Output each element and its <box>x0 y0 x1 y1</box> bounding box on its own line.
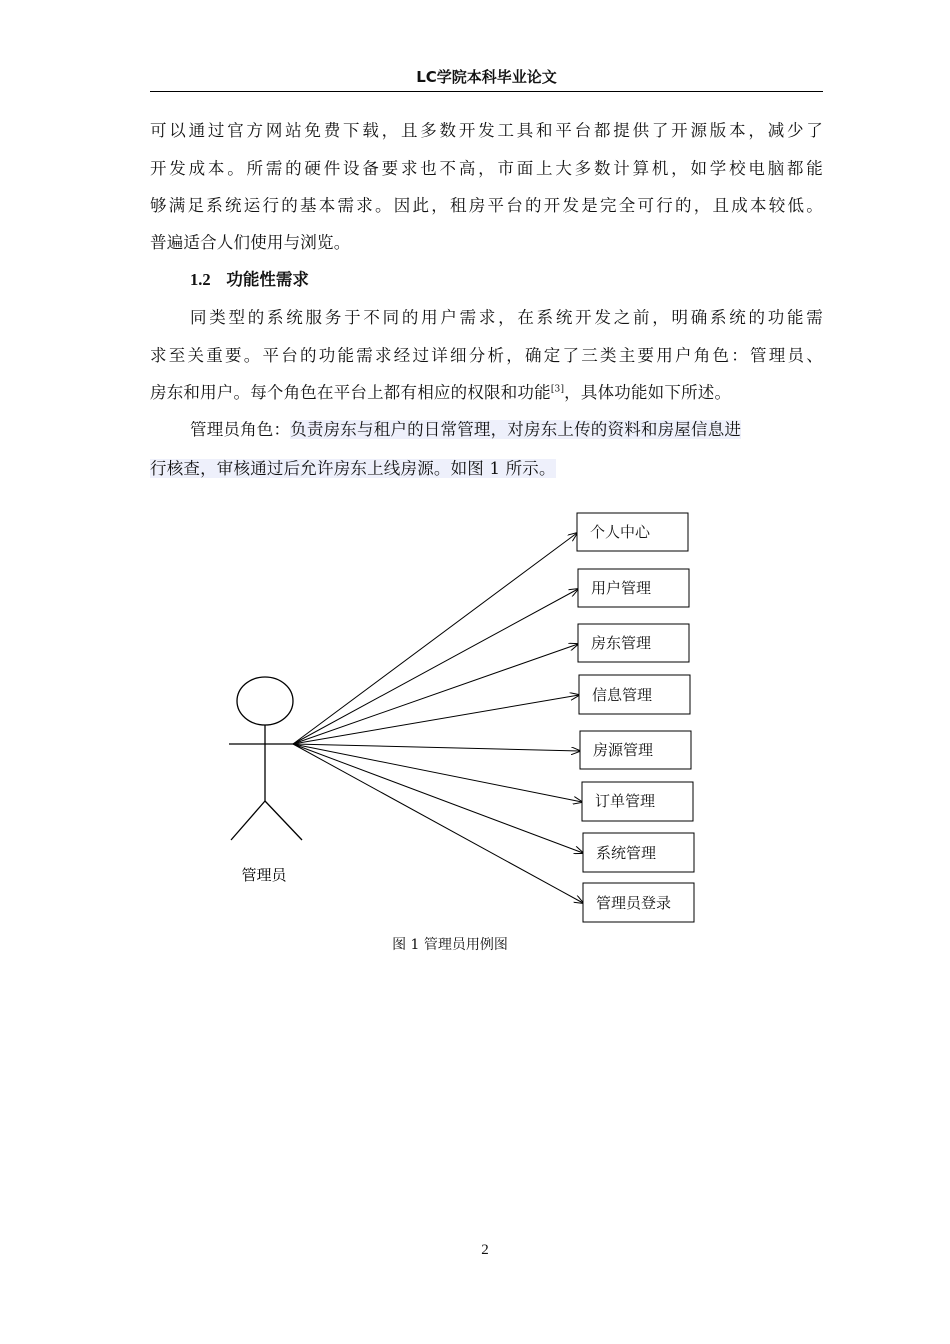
association-arrow-4 <box>293 695 579 744</box>
section-number: 1.2 <box>190 270 211 289</box>
paragraph-2-line-2: 求至关重要。平台的功能需求经过详细分析，确定了三类主要用户角色：管理员、 <box>150 346 823 365</box>
paragraph-1-line-3: 够满足系统运行的基本需求。因此，租房平台的开发是完全可行的，且成本较低。 <box>150 196 823 215</box>
association-arrow-5 <box>293 744 580 751</box>
use-case-label-6: 订单管理 <box>595 792 656 810</box>
section-title: 功能性需求 <box>226 270 309 289</box>
paragraph-1-line-1: 可以通过官方网站免费下载，且多数开发工具和平台都提供了开源版本，减少了 <box>150 121 823 140</box>
association-arrow-7 <box>293 744 583 853</box>
actor-label: 管理员 <box>241 866 287 884</box>
page-number: 2 <box>481 1242 489 1258</box>
use-case-label-5: 房源管理 <box>593 741 654 759</box>
use-case-label-1: 个人中心 <box>590 523 651 541</box>
association-arrow-3 <box>293 644 578 744</box>
figure-caption: 图 1 管理员用例图 <box>392 937 508 953</box>
actor-right-leg <box>265 801 302 840</box>
role-description-cont: 行核查，审核通过后允许房东上线房源。如图 1 所示。 <box>150 459 556 478</box>
paragraph-2-line-3-text: 房东和用户。每个角色在平台上都有相应的权限和功能 <box>150 383 551 402</box>
running-header: LC学院本科毕业论文 <box>416 68 557 86</box>
association-arrow-2 <box>293 589 578 744</box>
role-description: 负责房东与租户的日常管理，对房东上传的资料和房屋信息进 <box>290 420 742 439</box>
association-arrow-6 <box>293 744 582 802</box>
association-arrow-8 <box>293 744 583 903</box>
use-case-label-2: 用户管理 <box>591 579 652 597</box>
paragraph-2-line-1: 同类型的系统服务于不同的用户需求，在系统开发之前，明确系统的功能需 <box>190 308 823 327</box>
use-case-label-7: 系统管理 <box>596 844 657 862</box>
use-case-label-8: 管理员登录 <box>596 894 672 912</box>
paragraph-2-line-3-end: ，具体功能如下所述。 <box>564 383 732 402</box>
actor-left-leg <box>231 801 265 840</box>
actor-stick-figure <box>229 677 302 840</box>
paragraph-1-line-2: 开发成本。所需的硬件设备要求也不高，市面上大多数计算机，如学校电脑都能 <box>150 159 823 178</box>
use-case-label-3: 房东管理 <box>591 634 652 652</box>
use-case-label-4: 信息管理 <box>592 686 653 704</box>
association-arrow-1 <box>293 533 577 744</box>
role-label: 管理员角色： <box>190 420 291 439</box>
paragraph-1-line-4: 普遍适合人们使用与浏览。 <box>150 233 351 252</box>
citation-3[interactable]: [3] <box>550 384 565 395</box>
actor-head <box>237 677 293 725</box>
